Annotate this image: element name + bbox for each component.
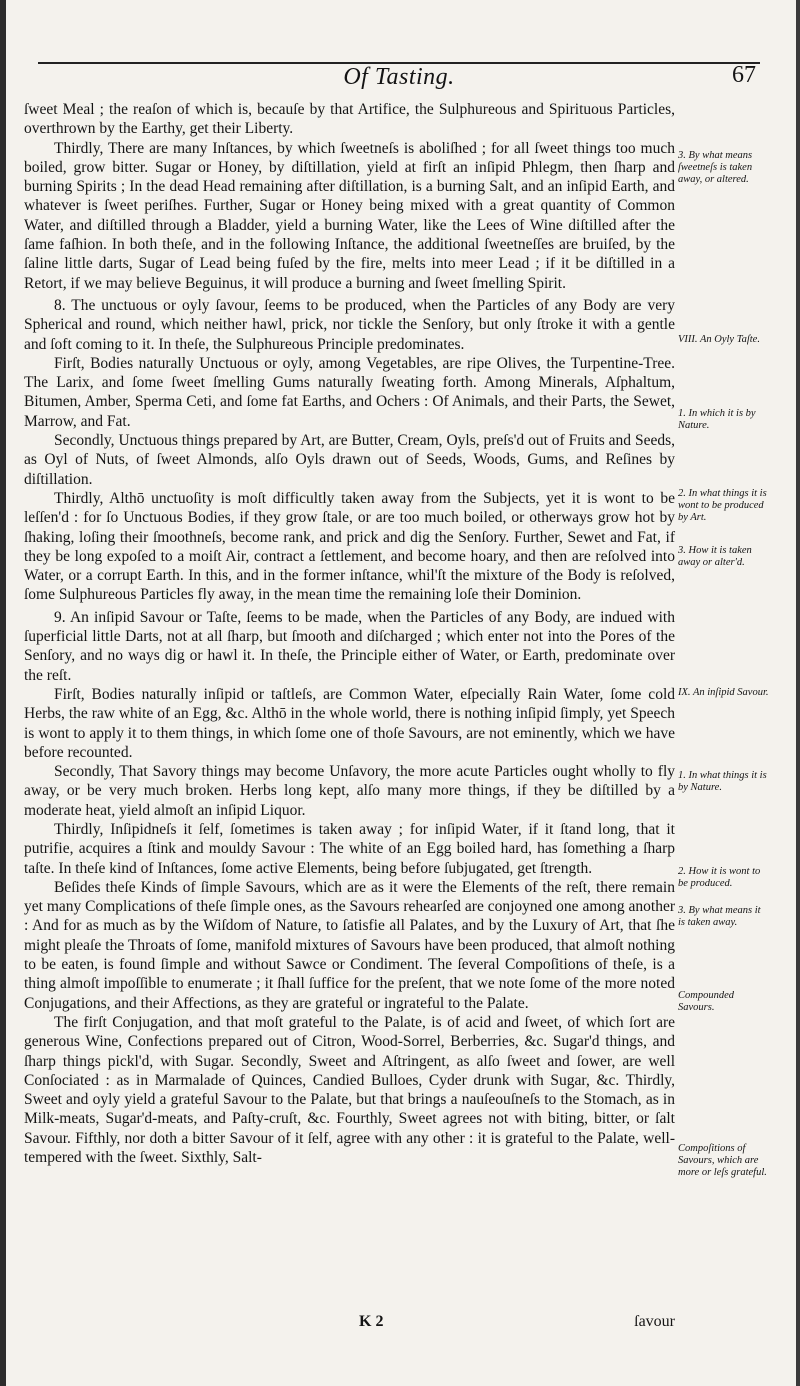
margin-note: 1. In which it is by Nature. <box>678 408 756 431</box>
paragraph: Beſides theſe Kinds of ſimple Savours, which are as it were the Elements of the reſt, there remain yet many Complications of theſe ſimple ones, as the Savours rehearſed are conjoyned one among another : And for as much as by the Wiſdom of Nature, to ſatisfie all Palates, and by the Luxury of Art, that ſhe might pleaſe the Throats of ſome, manifold mixtures of Savours have been produced, that almoſt nothing to be eaten, is found ſimple and without Sawce or Condiment. The ſeveral Compoſitions of theſe, is a thing almoſt impoſſible to enumerate ; it ſhall ſuffice for the preſent, that we note ſome of the more noted Conjugations, and their Affections, as they are grateful or ingrateful to the Palate. <box>24 878 675 1012</box>
paragraph: Thirdly, Inſipidneſs it ſelf, ſometimes is taken away ; for inſipid Water, if it ſtand long, that it putrifie, acquires a ſtink and mouldy Savour : The white of an Egg boiled hard, has ſomething a ſharp taſte. In theſe kind of Inſtances, ſome active Elements, being before ſubjugated, get ſtrength. <box>24 820 675 877</box>
margin-note: 3. By what means it is taken away. <box>678 905 761 928</box>
signature-mark: K 2 <box>359 1313 384 1330</box>
page-footer <box>24 1313 675 1337</box>
margin-note: 2. How it is wont to be produced. <box>678 866 761 889</box>
paragraph: Thirdly, There are many Inſtances, by which ſweetneſs is aboliſhed ; for all ſweet things too much boiled, grow bitter. Sugar or Honey, by diſtillation, yield at firſt an inſipid Phlegm, then ſharp and burning Spirits ; In the dead Head remaining after diſtillation, is a burning Salt, and an inſipid Earth, and whatever is ſweet periſhes. Further, Sugar or Honey being mixed with a great quantity of Common Water, and diſtilled through a Bladder, yield a burning Water, like the Lees of Wine diſtilled after the ſame faſhion. In both theſe, and in the following Inſtance, the additional ſweetneſſes are bruiſed, by the ſaline little darts, Sugar of Lead being fuſed by the fire, melts into meer Lead ; if it be diſtilled in a Retort, if we may believe Beguinus, it will produce a burning and ſweet ſmelling Spirit. <box>24 139 675 292</box>
paragraph: ſweet Meal ; the reaſon of which is, becauſe by that Artifice, the Sulphureous and Spirituous Particles, overthrown by the Earthy, get their Liberty. <box>24 101 675 138</box>
paragraph: 8. The unctuous or oyly ſavour, ſeems to be produced, when the Particles of any Body are very Spherical and round, which neither hawl, prick, nor tickle the Senſory, but only ſtroke it with a gentle and ſoft coming to it. In theſe, the Sulphureous Principle predominates. <box>24 296 675 353</box>
margin-note: IX. An inſipid Savour. <box>678 687 769 698</box>
paragraph: Secondly, That Savory things may become Unſavory, the more acute Particles ought wholly to fly away, or be very much broken. Herbs long kept, alſo many more things, if they be diſtilled by a moderate heat, yield almoſt an inſipid Liquor. <box>24 763 675 819</box>
body-text <box>24 100 675 1167</box>
running-title: Of Tasting. <box>343 64 455 90</box>
page-edge-right <box>796 0 800 1386</box>
margin-note: 1. In what things it is by Nature. <box>678 770 767 793</box>
page-header <box>38 64 760 92</box>
margin-note: 3. By what means ſweetneſs is taken away, or altered. <box>678 150 753 185</box>
paragraph: Firſt, Bodies naturally inſipid or taſtleſs, are Common Water, eſpecially Rain Water, ſome cold Herbs, the raw white of an Egg, &c. Althō in the whole world, there is nothing inſipid ſimply, yet Speech is wont to apply it to them things, in which ſome one of thoſe Savours, are not eminently, which we have before recounted. <box>24 685 675 761</box>
margin-note: 2. In what things it is wont to be produced by Art. <box>678 488 767 523</box>
page-edge-left <box>0 0 6 1386</box>
margin-note: VIII. An Oyly Taſte. <box>678 334 760 345</box>
page-number: 67 <box>732 62 756 88</box>
paragraph: Thirdly, Althō unctuoſity is moſt difficultly taken away from the Subjects, yet it is wont to be leſſen'd : for ſo Unctuous Bodies, if they grow ſtale, or are too much boiled, or otherways grow hot by ſhaking, loſing their ſmoothneſs, become rank, and prick and dig the Senſory. Further, Sewet and Fat, if they be long expoſed to a moiſt Air, contract a ſettlement, and become hoary, and then are reſolved into Water, or a corrupt Earth. In this, and in the former inſtance, whil'ſt the mixture of the Body is reſolved, ſome Sulphureous Particles fly away, in the mean time the remaining loſe their Dominion. <box>24 489 675 604</box>
margin-note: 3. How it is taken away or alter'd. <box>678 545 752 568</box>
paragraph: Secondly, Unctuous things prepared by Art, are Butter, Cream, Oyls, preſs'd out of Fruits and Seeds, as Oyl of Nuts, of ſweet Almonds, alſo Oyls drawn out of Seeds, Woods, Gums, and Reſines by diſtillation. <box>24 432 675 488</box>
margin-note: Compoſitions of Savours, which are more or leſs grateful. <box>678 1143 767 1178</box>
catchword: ſavour <box>634 1313 675 1330</box>
margin-note: Compounded Savours. <box>678 990 734 1013</box>
paragraph: Firſt, Bodies naturally Unctuous or oyly, among Vegetables, are ripe Olives, the Turpentine-Tree. The Larix, and ſome ſweet ſmelling Gums naturally ſweating forth. Among Minerals, Aſphaltum, Bitumen, Amber, Sperma Ceti, and ſome fat Earths, and Ochers : Of Animals, and their Parts, the Sewet, Marrow, and Fat. <box>24 354 675 430</box>
paragraph: The firſt Conjugation, and that moſt grateful to the Palate, is of acid and ſweet, of which ſort are generous Wine, Confections prepared out of Citron, Wood-Sorrel, Berberries, &c. Sugar'd things, and ſharp things pickl'd, with Sugar. Secondly, Sweet and Aſtringent, as alſo ſweet and ſower, are well Conſociated : as in Marmalade of Quinces, Candied Bulloes, Cyder drunk with Sugar, &c. Thirdly, Sweet and oyly yield a grateful Savour to the Palate, but that brings a nauſeouſneſs to the Stomach, as in Milk-meats, Sugar'd-meats, and Paſty-cruſt, &c. Fourthly, Sweet agrees not with biting, bitter, or ſalt Savour. Fifthly, nor doth a bitter Savour of it ſelf, agree with any other : it is grateful to the Palate, well-tempered with the ſweet. Sixthly, Salt- <box>24 1013 675 1167</box>
paragraph: 9. An inſipid Savour or Taſte, ſeems to be made, when the Particles of any Body, are indued with ſuperficial little Darts, not at all ſharp, but ſmooth and diſcharged ; which enter not into the Pores of the Senſory, and no ways dig or hawl it. In theſe, the Principle either of Water, or Earth, predominate over the reſt. <box>24 608 675 684</box>
